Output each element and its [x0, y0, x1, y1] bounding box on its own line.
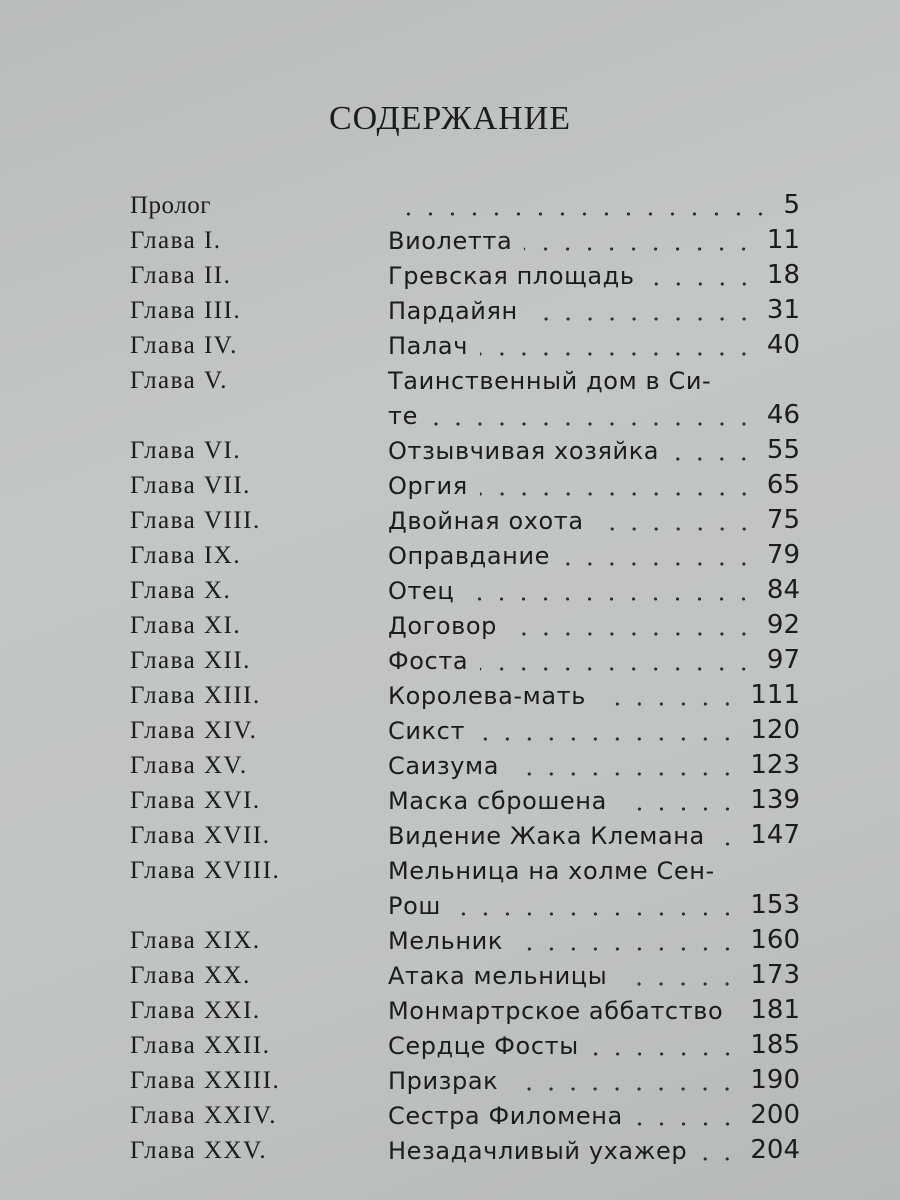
- chapter-label: Глава XVII.: [130, 822, 271, 849]
- chapter-label: Глава VI.: [130, 437, 242, 464]
- contents-heading: СОДЕРЖАНИЕ: [328, 100, 572, 137]
- toc-line: [130, 297, 820, 332]
- dot-leader: [619, 807, 738, 811]
- chapter-title: Оргия: [388, 472, 468, 500]
- chapter-title-continued: Рош: [388, 892, 441, 920]
- toc-entry: [130, 612, 820, 647]
- toc-line: [130, 997, 820, 1032]
- toc-entry: [130, 682, 820, 717]
- toc-line: [130, 507, 820, 542]
- chapter-label: Глава IX.: [130, 542, 242, 569]
- chapter-title: Виолетта: [388, 227, 513, 255]
- toc-entry: [130, 647, 820, 682]
- page-number: 18: [766, 260, 800, 290]
- chapter-label: Глава XVI.: [130, 787, 261, 814]
- page-number: 185: [750, 1030, 800, 1060]
- toc-line: [130, 612, 820, 647]
- page-number: 181: [750, 995, 800, 1025]
- dot-leader: [511, 772, 738, 776]
- table-of-contents: [130, 192, 820, 1172]
- toc-line: [130, 1102, 820, 1137]
- chapter-title: Монмартрское аббатство: [388, 997, 724, 1025]
- toc-entry: [130, 717, 820, 752]
- toc-line: [130, 1032, 820, 1067]
- toc-entry: [130, 997, 820, 1032]
- chapter-title: Королева-мать: [388, 682, 586, 710]
- chapter-title: Договор: [388, 612, 497, 640]
- toc-line: [130, 822, 820, 857]
- page-number: 153: [750, 890, 800, 920]
- page-number: 160: [750, 925, 800, 955]
- chapter-title: Отец: [388, 577, 455, 605]
- toc-line: [130, 472, 820, 507]
- toc-line: [130, 927, 820, 962]
- toc-entry: [130, 1067, 820, 1102]
- dot-leader: [598, 702, 738, 706]
- chapter-title: Отзывчивая хозяйка: [388, 437, 660, 465]
- chapter-title: Мельница на холме Сен-: [388, 857, 715, 885]
- toc-entry: [130, 332, 820, 367]
- chapter-title: Гревская площадь: [388, 262, 635, 290]
- page-number: 31: [766, 295, 800, 325]
- dot-leader: [619, 982, 738, 986]
- chapter-label: Глава VIII.: [130, 507, 261, 534]
- page-number: 11: [766, 225, 800, 255]
- dot-leader: [477, 737, 738, 741]
- toc-entry: [130, 822, 820, 857]
- toc-line: [130, 717, 820, 752]
- chapter-title: Сестра Филомена: [388, 1102, 623, 1130]
- chapter-label: Глава XX.: [130, 962, 251, 989]
- chapter-title: Призрак: [388, 1067, 499, 1095]
- toc-line: [130, 437, 820, 472]
- dot-leader: [717, 842, 739, 846]
- toc-line: [130, 542, 820, 577]
- toc-entry: [130, 367, 820, 437]
- page-number: 204: [750, 1135, 800, 1165]
- dot-leader: [510, 1087, 738, 1091]
- page-number: 5: [783, 190, 800, 220]
- toc-line: [130, 332, 820, 367]
- page-number: 84: [766, 575, 800, 605]
- chapter-title: Сикст: [388, 717, 466, 745]
- toc-line: [130, 227, 820, 262]
- toc-line: [130, 262, 820, 297]
- dot-leader: [647, 282, 755, 286]
- page-number: 46: [766, 400, 800, 430]
- toc-line: [130, 192, 820, 227]
- page-number: 147: [750, 820, 800, 850]
- chapter-title: Незадачливый ухажер: [388, 1137, 688, 1165]
- dot-leader: [635, 1122, 739, 1126]
- dot-leader: [480, 352, 755, 356]
- page-number: 139: [750, 785, 800, 815]
- toc-line-continued: [130, 892, 820, 927]
- page-number: 190: [750, 1065, 800, 1095]
- dot-leader: [515, 947, 738, 951]
- dot-leader: [524, 247, 755, 251]
- chapter-title: Двойная охота: [388, 507, 584, 535]
- chapter-label: Глава VII.: [130, 472, 251, 499]
- dot-leader: [591, 1052, 739, 1056]
- toc-line: [130, 1067, 820, 1102]
- chapter-label: Глава XIV.: [130, 717, 258, 744]
- chapter-title: Палач: [388, 332, 468, 360]
- chapter-label: Глава XV.: [130, 752, 248, 779]
- dot-leader: [430, 422, 755, 426]
- chapter-label: Глава XXV.: [130, 1137, 268, 1164]
- chapter-title: Маска сброшена: [388, 787, 607, 815]
- page-number: 173: [750, 960, 800, 990]
- toc-line: [130, 962, 820, 997]
- toc-line: [130, 752, 820, 787]
- chapter-title-continued: те: [388, 402, 418, 430]
- dot-leader: [453, 912, 738, 916]
- dot-leader: [480, 667, 755, 671]
- toc-line: [130, 857, 820, 892]
- chapter-title: Пардайян: [388, 297, 518, 325]
- toc-entry: [130, 1032, 820, 1067]
- chapter-title: Таинственный дом в Си-: [388, 367, 712, 395]
- toc-entry: [130, 1137, 820, 1172]
- chapter-label: Глава XVIII.: [130, 857, 281, 884]
- toc-entry: [130, 1102, 820, 1137]
- toc-line: [130, 1137, 820, 1172]
- chapter-label: Глава XXII.: [130, 1032, 271, 1059]
- dot-leader: [735, 1017, 738, 1021]
- chapter-title: Оправдание: [388, 542, 551, 570]
- toc-line: [130, 787, 820, 822]
- toc-entry: [130, 262, 820, 297]
- toc-line-continued: [130, 402, 820, 437]
- chapter-title: Саизума: [388, 752, 500, 780]
- toc-entry: [130, 962, 820, 997]
- page-number: 123: [750, 750, 800, 780]
- toc-entry: [130, 577, 820, 612]
- toc-line: [130, 577, 820, 612]
- dot-leader: [466, 597, 755, 601]
- page-number: 120: [750, 715, 800, 745]
- chapter-label: Глава III.: [130, 297, 242, 324]
- page-number: 75: [766, 505, 800, 535]
- chapter-label: Глава II.: [130, 262, 232, 289]
- chapter-label: Глава XXI.: [130, 997, 261, 1024]
- dot-leader: [671, 457, 755, 461]
- dot-leader: [699, 1157, 738, 1161]
- dot-leader: [480, 492, 755, 496]
- page-number: 55: [766, 435, 800, 465]
- dot-leader: [509, 632, 755, 636]
- toc-entry: [130, 472, 820, 507]
- chapter-label: Глава XXIII.: [130, 1067, 281, 1094]
- toc-entry: [130, 787, 820, 822]
- chapter-label: Глава XII.: [130, 647, 251, 674]
- chapter-label: Глава IV.: [130, 332, 238, 359]
- chapter-title: Сердце Фосты: [388, 1032, 579, 1060]
- chapter-label: Пролог: [130, 192, 211, 219]
- chapter-label: Глава XXIV.: [130, 1102, 277, 1129]
- dot-leader: [562, 562, 755, 566]
- dot-leader: [388, 212, 771, 216]
- page-number: 97: [766, 645, 800, 675]
- toc-entry: [130, 542, 820, 577]
- dot-leader: [530, 317, 755, 321]
- chapter-label: Глава XIX.: [130, 927, 261, 954]
- chapter-title: Атака мельницы: [388, 962, 608, 990]
- toc-entry: [130, 927, 820, 962]
- toc-entry: [130, 192, 820, 227]
- chapter-label: Глава X.: [130, 577, 232, 604]
- chapter-title: Мельник: [388, 927, 503, 955]
- dot-leader: [596, 527, 755, 531]
- chapter-label: Глава XIII.: [130, 682, 261, 709]
- chapter-title: Фоста: [388, 647, 469, 675]
- toc-entry: [130, 227, 820, 262]
- chapter-label: Глава I.: [130, 227, 222, 254]
- toc-entry: [130, 857, 820, 927]
- page-number: 92: [766, 610, 800, 640]
- chapter-title: Видение Жака Клемана: [388, 822, 705, 850]
- page-number: 111: [750, 680, 800, 710]
- toc-line: [130, 682, 820, 717]
- page-number: 200: [750, 1100, 800, 1130]
- toc-entry: [130, 297, 820, 332]
- page-number: 40: [766, 330, 800, 360]
- page-number: 79: [766, 540, 800, 570]
- chapter-label: Глава XI.: [130, 612, 242, 639]
- toc-entry: [130, 507, 820, 542]
- toc-line: [130, 367, 820, 402]
- toc-entry: [130, 437, 820, 472]
- page-number: 65: [766, 470, 800, 500]
- chapter-label: Глава V.: [130, 367, 229, 394]
- toc-entry: [130, 752, 820, 787]
- toc-line: [130, 647, 820, 682]
